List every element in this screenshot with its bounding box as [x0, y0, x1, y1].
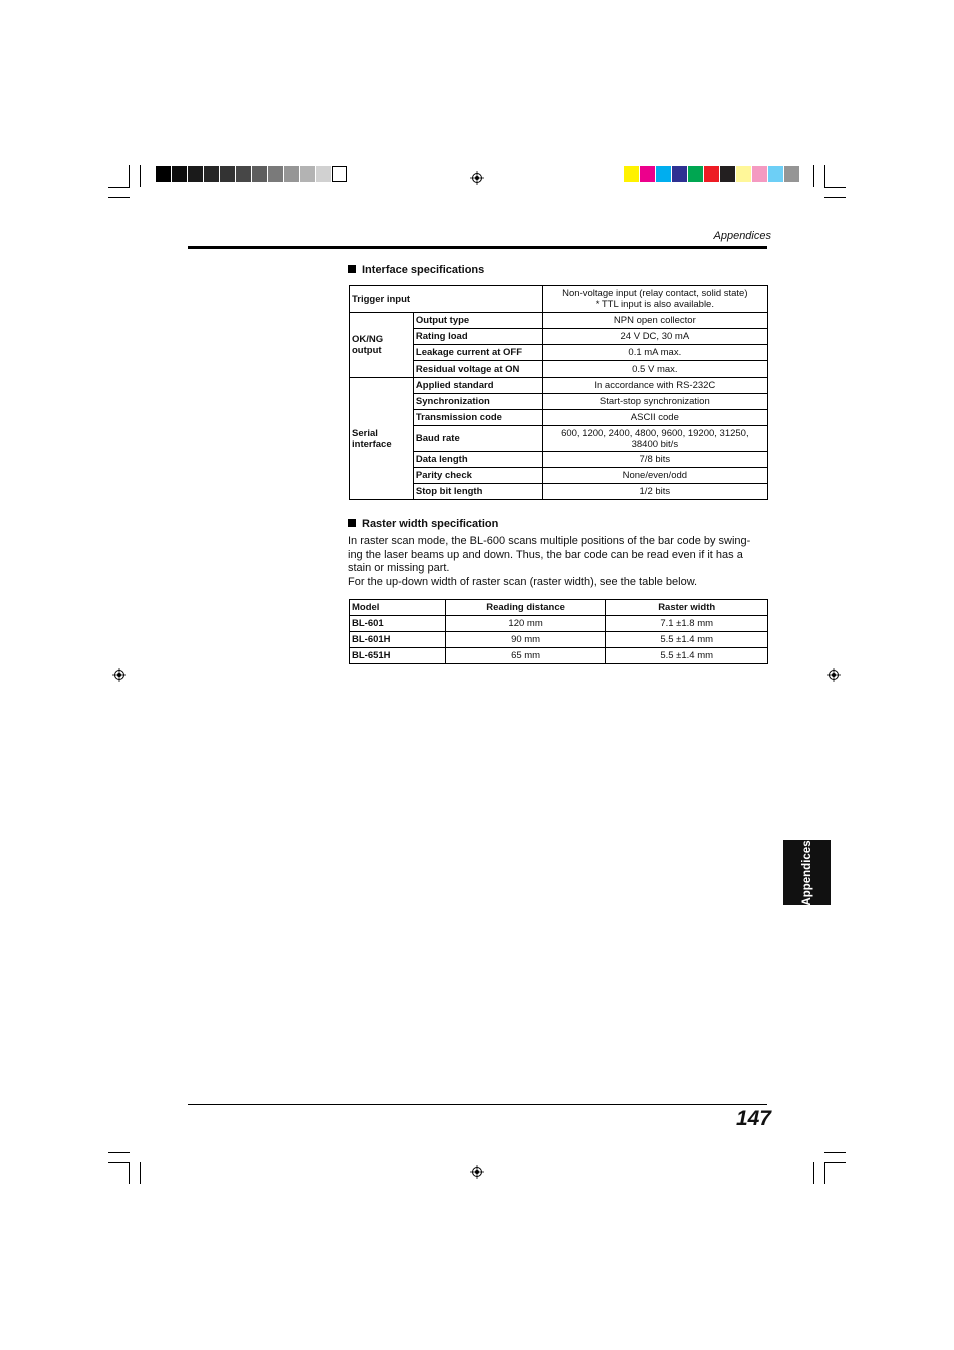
paragraph-line: ing the laser beams up and down. Thus, the bar code can be read even if it has a: [348, 548, 743, 561]
spec-value: None/even/odd: [542, 468, 767, 484]
color-swatch: [720, 166, 735, 182]
okng-group-label: [350, 313, 414, 378]
distance-cell: 90 mm: [445, 632, 606, 648]
width-cell: 5.5 ±1.4 mm: [606, 648, 768, 664]
color-swatch: [284, 166, 299, 182]
table-header-row: [350, 600, 768, 616]
crop-mark: [813, 165, 814, 187]
crop-mark: [108, 1162, 130, 1163]
color-swatch: [156, 166, 171, 182]
model-cell: BL-651H: [350, 648, 446, 664]
okng-group-line: output: [352, 345, 382, 356]
header-rule: [188, 246, 767, 249]
crop-mark: [824, 1152, 846, 1153]
spec-value-line: 600, 1200, 2400, 4800, 9600, 19200, 31250,: [561, 427, 749, 439]
color-swatch: [220, 166, 235, 182]
table-row: [350, 313, 768, 329]
column-header: Raster width: [606, 600, 768, 616]
crop-mark: [824, 165, 825, 187]
table-row: [350, 378, 768, 394]
grayscale-bar: [156, 166, 348, 182]
interface-spec-table: [349, 285, 768, 500]
color-swatch: [252, 166, 267, 182]
running-header: Appendices: [713, 230, 771, 242]
spec-label: Rating load: [413, 329, 542, 345]
registration-mark-icon: [112, 668, 126, 682]
spec-label: Residual voltage at ON: [413, 361, 542, 378]
spec-value: 0.5 V max.: [542, 361, 767, 378]
square-bullet-icon: [348, 519, 356, 527]
spec-value-line: 38400 bit/s: [631, 438, 679, 450]
okng-group-line: OK/NG: [352, 334, 384, 345]
crop-mark: [824, 187, 846, 188]
paragraph-line: stain or missing part.: [348, 562, 450, 575]
color-bar: [624, 166, 800, 182]
registration-mark-icon: [470, 171, 484, 185]
spec-value: NPN open collector: [542, 313, 767, 329]
serial-group-line: Serial: [352, 427, 378, 439]
crop-mark: [824, 1162, 825, 1184]
registration-mark-icon: [470, 1165, 484, 1179]
spec-value: [542, 426, 767, 452]
spec-label: Data length: [413, 452, 542, 468]
color-swatch: [188, 166, 203, 182]
spec-value: In accordance with RS-232C: [542, 378, 767, 394]
color-swatch: [768, 166, 783, 182]
registration-mark-icon: [827, 668, 841, 682]
crop-mark: [140, 165, 141, 187]
color-swatch: [688, 166, 703, 182]
color-swatch: [316, 166, 331, 182]
interface-heading: [348, 264, 484, 276]
spec-value: 24 V DC, 30 mA: [542, 329, 767, 345]
table-row: [350, 616, 768, 632]
color-swatch: [704, 166, 719, 182]
square-bullet-icon: [348, 265, 356, 273]
trigger-value-line: Non-voltage input (relay contact, solid state): [562, 288, 748, 299]
raster-paragraph: [348, 535, 768, 589]
spec-label: Leakage current at OFF: [413, 345, 542, 361]
side-tab-label: Appendices: [801, 839, 813, 906]
distance-cell: 65 mm: [445, 648, 606, 664]
raster-heading: [348, 518, 498, 530]
table-row: [350, 648, 768, 664]
column-header: Reading distance: [445, 600, 606, 616]
crop-mark: [140, 1162, 141, 1184]
raster-heading-text: Raster width specification: [362, 518, 499, 530]
model-cell: BL-601: [350, 616, 446, 632]
column-header: Model: [350, 600, 446, 616]
spec-value: Start-stop synchronization: [542, 394, 767, 410]
width-cell: 7.1 ±1.8 mm: [606, 616, 768, 632]
crop-mark: [824, 1162, 846, 1163]
distance-cell: 120 mm: [445, 616, 606, 632]
spec-label: Output type: [413, 313, 542, 329]
trigger-label: Trigger input: [350, 286, 543, 313]
raster-width-table: [349, 599, 768, 664]
spec-value: 7/8 bits: [542, 452, 767, 468]
spec-label: Transmission code: [413, 410, 542, 426]
footer-rule: [188, 1104, 767, 1105]
serial-group-line: interface: [352, 438, 392, 450]
crop-mark: [129, 1162, 130, 1184]
color-swatch: [204, 166, 219, 182]
width-cell: 5.5 ±1.4 mm: [606, 632, 768, 648]
crop-mark: [129, 165, 130, 187]
color-swatch: [332, 166, 347, 182]
table-row: [350, 632, 768, 648]
page-number: 147: [735, 1107, 771, 1130]
table-row: [350, 286, 768, 313]
spec-label: Parity check: [413, 468, 542, 484]
spec-value: 0.1 mA max.: [542, 345, 767, 361]
color-swatch: [268, 166, 283, 182]
color-swatch: [736, 166, 751, 182]
color-swatch: [236, 166, 251, 182]
appendices-side-tab: [783, 840, 831, 905]
serial-group-label: [350, 378, 414, 500]
color-swatch: [752, 166, 767, 182]
spec-label: Stop bit length: [413, 484, 542, 500]
color-swatch: [656, 166, 671, 182]
color-swatch: [172, 166, 187, 182]
color-swatch: [784, 166, 799, 182]
spec-label: Synchronization: [413, 394, 542, 410]
crop-mark: [813, 1162, 814, 1184]
paragraph-line: For the up-down width of raster scan (raster width), see the table below.: [348, 575, 698, 588]
crop-mark: [824, 197, 846, 198]
crop-mark: [108, 187, 130, 188]
crop-mark: [108, 197, 130, 198]
spec-value: 1/2 bits: [542, 484, 767, 500]
crop-mark: [108, 1152, 130, 1153]
paragraph-line: In raster scan mode, the BL-600 scans multiple positions of the bar code by swing-: [348, 535, 751, 547]
color-swatch: [672, 166, 687, 182]
color-swatch: [624, 166, 639, 182]
trigger-value: [542, 286, 767, 313]
model-cell: BL-601H: [350, 632, 446, 648]
spec-label: Baud rate: [413, 426, 542, 452]
trigger-value-line: * TTL input is also available.: [595, 299, 714, 310]
color-swatch: [300, 166, 315, 182]
color-swatch: [640, 166, 655, 182]
spec-value: ASCII code: [542, 410, 767, 426]
interface-heading-text: Interface specifications: [362, 264, 485, 276]
spec-label: Applied standard: [413, 378, 542, 394]
